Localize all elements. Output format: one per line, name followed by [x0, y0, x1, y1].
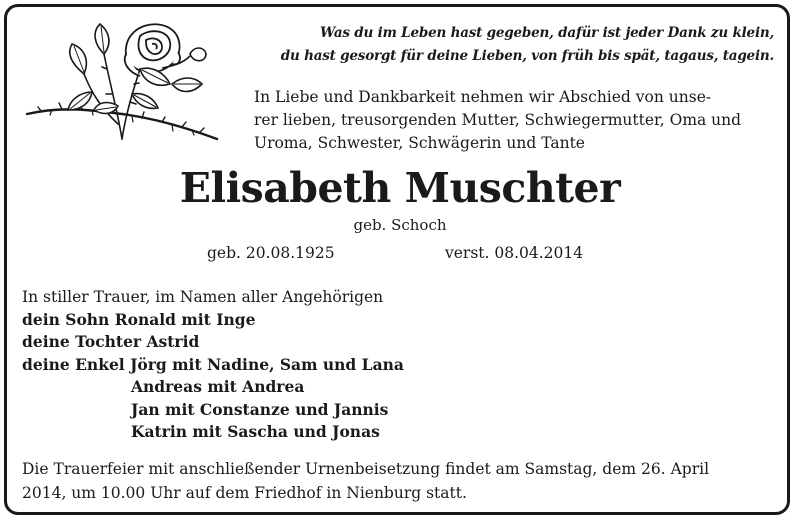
mourner-line: dein Sohn Ronald mit Inge — [22, 309, 256, 329]
death-date: verst. 08.04.2014 — [445, 244, 584, 262]
motto-verse — [234, 22, 774, 68]
maiden-name: geb. Schoch — [353, 216, 447, 234]
mourner-line: Andreas mit Andrea — [131, 377, 305, 396]
rose-illustration — [22, 14, 222, 154]
mourner-line: Katrin mit Sascha und Jonas — [131, 422, 380, 441]
funeral-line: 2014, um 10.00 Uhr auf dem Friedhof in Nienburg statt. — [22, 484, 467, 502]
mourners-list — [22, 286, 782, 444]
motto-line: du hast gesorgt für deine Lieben, von früh bis spät, tagaus, tagein. — [280, 48, 774, 64]
mourner-line: deine Enkel Jörg mit Nadine, Sam und Lana — [22, 354, 404, 374]
mourners-intro: In stiller Trauer, im Namen aller Angehörigen — [22, 288, 384, 306]
mourner-line: deine Tochter Astrid — [22, 332, 200, 351]
funeral-notice — [22, 457, 784, 505]
birth-date: geb. 20.08.1925 — [207, 244, 335, 262]
intro-line: Uroma, Schwester, Schwägerin und Tante — [254, 134, 585, 152]
mourner-line: Jan mit Constanze und Jannis — [131, 399, 389, 419]
motto-line: Was du im Leben hast gegeben, dafür ist jeder Dank zu klein, — [320, 25, 774, 41]
intro-text — [254, 86, 780, 155]
deceased-name: Elisabeth Muschter — [179, 164, 621, 212]
funeral-line: Die Trauerfeier mit anschließender Urnenbeisetzung findet am Samstag, dem 26. April — [22, 460, 710, 478]
intro-line: rer lieben, treusorgenden Mutter, Schwiegermutter, Oma und — [254, 111, 742, 129]
intro-line: In Liebe und Dankbarkeit nehmen wir Abschied von unse- — [254, 88, 712, 106]
